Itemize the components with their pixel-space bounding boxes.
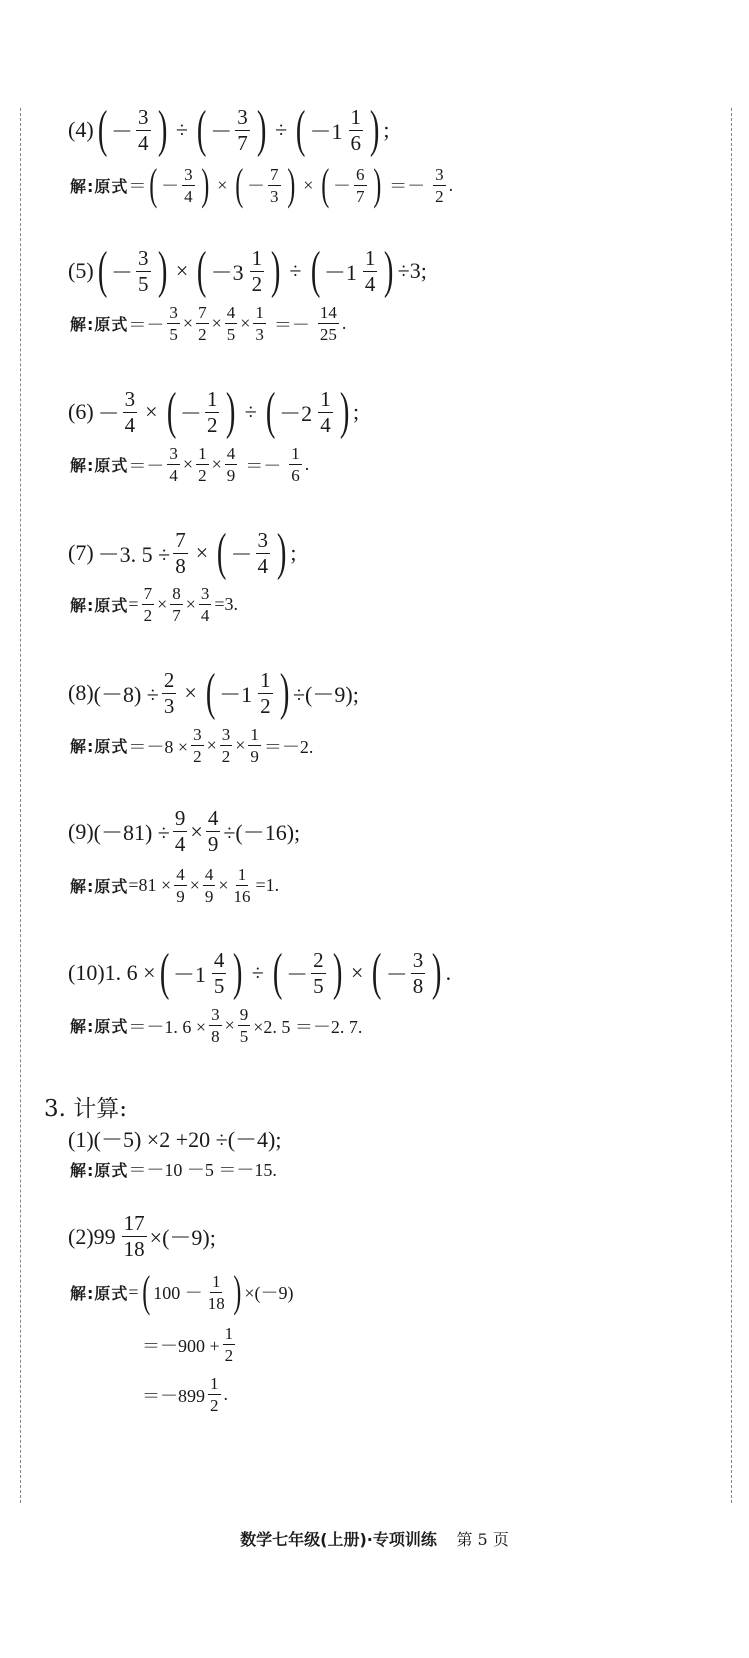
footer-book-title: 数学七年级(上册)·专项训练 (240, 1530, 437, 1549)
problem-number: (9) (68, 818, 94, 844)
solution-5: 解:原式 ＝－ $\frac{3}{5}$ × $\frac{7}{2}$ × $\frac{4}{5}$ × $\frac{1}{3}$ ＝－ $\frac{14}{25}$ . (70, 303, 347, 344)
question-2-solution-step-1: 解:原式 = ( 100 － $\frac{1}{18}$ ) ×(－9) (70, 1267, 294, 1316)
problem-8: (8) (－8) ÷ $\frac{2}{3}$ × ( －1 $\frac{1}{2}$ ) ÷(－9); (68, 664, 359, 721)
solution-7: 解:原式 = $\frac{7}{2}$ × $\frac{8}{7}$ × $\frac{3}{4}$ =3. (70, 584, 239, 625)
problem-number: (2) (68, 1223, 94, 1249)
right-margin-dashed-line (731, 108, 732, 1503)
question-2-solution-step-2: ＝－900 + $\frac{1}{2}$ (142, 1324, 234, 1365)
page-footer (0, 1527, 749, 1550)
problem-number: (7) (68, 540, 94, 565)
problem-number: (8) (68, 680, 94, 705)
solution-6: 解:原式 ＝－ $\frac{3}{4}$ × $\frac{1}{2}$ × $\frac{4}{9}$ ＝－ $\frac{1}{6}$ . (70, 444, 310, 485)
problem-10: (10) 1. 6 × ( －1 $\frac{4}{5}$ ) ÷ ( － $\frac{2}{5}$ ) × ( － $\frac{3}{8}$ ) . (68, 944, 452, 1001)
problem-9: (9) (－81) ÷ $\frac{9}{4}$ × $\frac{4}{9}$ ÷(－16); (68, 806, 301, 856)
problem-4: (4) ( － $\frac{3}{4}$ ) ÷ ( － $\frac{3}{7}$ ) ÷ ( －1 $\frac{1}{6}$ ) ; (68, 101, 390, 158)
question-2-solution-step-3: ＝－899 $\frac{1}{2}$ . (142, 1374, 228, 1415)
solution-9: 解:原式 =81 × $\frac{4}{9}$ × $\frac{4}{9}$ × $\frac{1}{16}$ =1. (70, 865, 280, 906)
problem-number: (6) (68, 399, 94, 424)
solution-4: 解:原式 ＝ ( － $\frac{3}{4}$ ) × ( － $\frac{7}{3}$ ) × ( － $\frac{6}{7}$ ) ＝－ $\frac{3}{2}$ . (70, 160, 454, 209)
footer-page-number: 第 5 页 (456, 1530, 509, 1549)
problem-number: (5) (68, 258, 94, 283)
problem-7: (7) －3. 5 ÷ $\frac{7}{8}$ × ( － $\frac{3}{4}$ ) ; (68, 524, 297, 581)
question-1-solution: 解:原式 ＝－10 －5 ＝－15. (70, 1160, 277, 1180)
left-margin-dashed-line (20, 108, 21, 1503)
problem-number: (10) (68, 960, 105, 985)
question-2: (2) 99 $\frac{17}{18}$ ×(－9); (68, 1211, 216, 1261)
solution-8: 解:原式 ＝－8 × $\frac{3}{2}$ × $\frac{3}{2}$ × $\frac{1}{9}$ ＝－2. (70, 725, 314, 766)
section-3-title: 3. 计算: (44, 1096, 128, 1122)
problem-6: (6) － $\frac{3}{4}$ × ( － $\frac{1}{2}$ ) ÷ ( －2 $\frac{1}{4}$ ) ; (68, 383, 360, 440)
problem-number: (4) (68, 117, 94, 142)
solution-label: 解:原式 (70, 176, 129, 196)
problem-5: (5) ( － $\frac{3}{5}$ ) × ( －3 $\frac{1}{2}$ ) ÷ ( －1 $\frac{1}{4}$ ) ÷3; (68, 242, 427, 299)
question-1: (1)(－5) ×2 +20 ÷(－4); (68, 1127, 282, 1152)
solution-10: 解:原式 ＝－1. 6 × $\frac{3}{8}$ × $\frac{9}{5}$ ×2. 5 ＝－2. 7. (70, 1005, 363, 1046)
